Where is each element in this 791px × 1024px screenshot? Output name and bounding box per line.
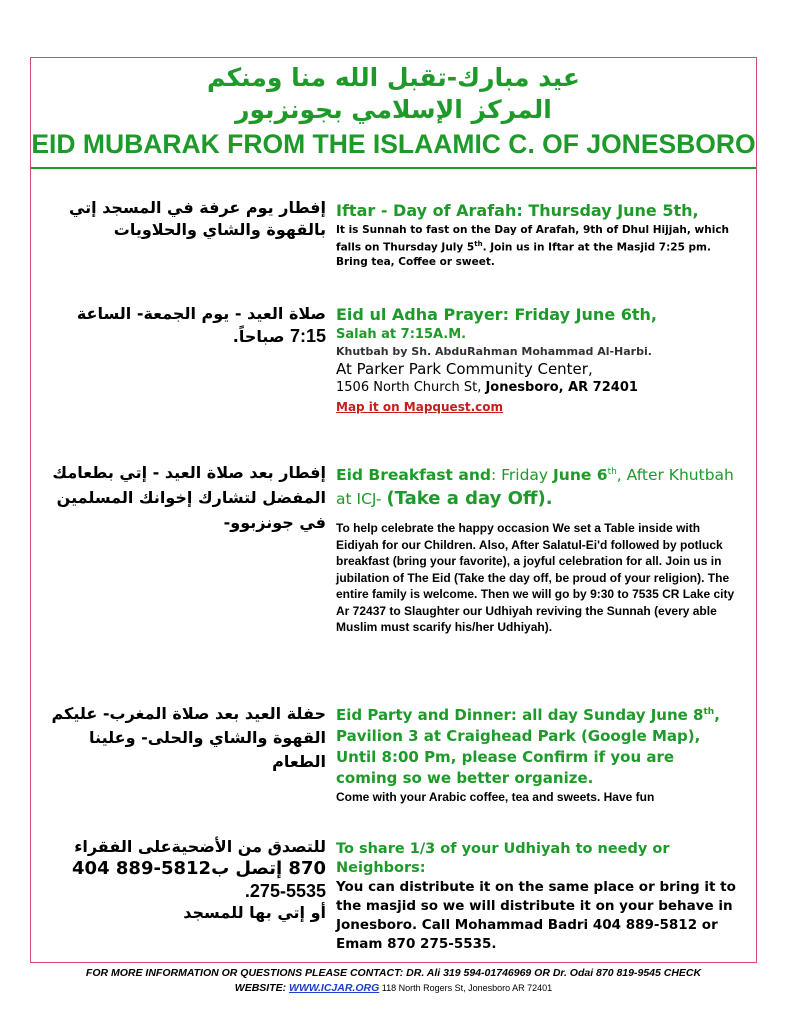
udhiyah-body: You can distribute it on the same place or bring it to the masjid so we will distribute it on your behave in Jonesboro. Call Mohammad Badri 404 889-5812 or Emam 870 275-5535. bbox=[336, 879, 736, 952]
breakfast-heading-big: (Take a day Off). bbox=[386, 488, 553, 510]
prayer-subheading: Salah at 7:15A.M. bbox=[336, 327, 467, 342]
footer-website bbox=[31, 981, 756, 996]
header-divider bbox=[31, 167, 756, 169]
iftar-body-sup: th bbox=[474, 240, 483, 248]
udhiyah-section bbox=[336, 840, 736, 954]
prayer-street: 1506 North Church St, bbox=[336, 380, 486, 395]
prayer-khutbah: Khutbah by Sh. AbduRahman Mohammad Al-Harbi. bbox=[336, 345, 652, 358]
udhiyah-heading: To share 1/3 of your Udhiyah to needy or Neighbors: bbox=[336, 841, 670, 876]
breakfast-body: To help celebrate the happy occasion We set a Table inside with Eidiyah for our Children. Also, After Salatul-Ei'd followed by potluck breakfast (bring your favorite), a joyful celebration for all. Join us in jubilation of The Eid (Take the day off, be proud of your religion). The entire family is welcome. Then we will go by 9:30 to 7535 CR Lake city Ar 72437 to Slaughter our Udhiyah reviving the Sunnah (every able Muslim must scarify his/her Udhiyah). bbox=[336, 521, 735, 635]
prayer-map bbox=[336, 397, 736, 416]
breakfast-heading bbox=[336, 460, 736, 511]
breakfast-heading-c: , After Khutbah at ICJ- bbox=[336, 466, 734, 509]
page-title: EID MUBARAK FROM THE ISLAAMIC C. OF JONESBORO bbox=[31, 129, 756, 159]
udhiyah-arabic-line3: 275-5535. bbox=[244, 881, 326, 901]
party-heading-sup: th bbox=[703, 707, 715, 717]
prayer-arabic-a: صلاة العيد - يوم الجمعة- الساعة bbox=[76, 304, 326, 323]
prayer-venue bbox=[336, 359, 736, 379]
prayer-heading: Eid ul Adha Prayer: Friday June 6th, bbox=[336, 305, 657, 324]
prayer-venue-name: Parker Park Community Center, bbox=[356, 360, 593, 378]
breakfast-section bbox=[336, 460, 736, 636]
page-header bbox=[31, 62, 756, 160]
breakfast-heading-sup: th bbox=[607, 467, 617, 477]
iftar-arabic: إفطار يوم عرفة في المسجد إتي بالقهوة والشاي والحلاويات bbox=[68, 198, 326, 239]
party-heading-b: , Pavilion 3 at Craighead Park (Google Map), Until 8:00 Pm, please Confirm if you are coming so we better organize. bbox=[336, 706, 720, 787]
iftar-body bbox=[336, 223, 736, 269]
iftar-section bbox=[336, 201, 736, 269]
udhiyah-arabic-line2: 870 إتصل ب5812-889 404 bbox=[72, 858, 326, 879]
breakfast-heading-june: June 6 bbox=[553, 466, 608, 485]
party-section bbox=[336, 702, 736, 806]
prayer-address bbox=[336, 379, 736, 397]
prayer-arabic bbox=[36, 303, 326, 348]
breakfast-heading-a: Eid Breakfast and bbox=[336, 466, 491, 485]
page-footer bbox=[31, 966, 756, 996]
footer-contact: FOR MORE INFORMATION OR QUESTIONS PLEASE CONTACT: DR. Ali 319 594-01746969 OR Dr. Odai 870 819-9545 CHECK bbox=[85, 967, 702, 979]
footer-website-label: WEBSITE: bbox=[234, 982, 290, 994]
prayer-venue-at: At bbox=[336, 360, 357, 378]
arabic-center-name: المركز الإسلامي بجونزبور bbox=[235, 95, 552, 124]
footer-address: 118 North Rogers St, Jonesboro AR 72401 bbox=[379, 983, 553, 993]
iftar-body-a: It is Sunnah to fast on the Day of Arafah, 9th of Dhul Hijjah, which falls on Thursday July 5 bbox=[336, 224, 730, 254]
mapquest-link[interactable]: Map it on Mapquest.com bbox=[336, 400, 503, 414]
udhiyah-arabic-line1: للتصدق من الأضحيةعلى الفقراء bbox=[74, 837, 326, 856]
party-heading-a: Eid Party and Dinner: all day Sunday June 8 bbox=[336, 706, 704, 724]
prayer-arabic-time: 7:15 bbox=[289, 326, 326, 346]
party-heading bbox=[336, 702, 736, 789]
prayer-arabic-b: صباحاً. bbox=[232, 327, 290, 346]
udhiyah-arabic-line4: أو إتي بها للمسجد bbox=[183, 903, 326, 922]
arabic-greeting: عيد مبارك-تقبل الله منا ومنكم bbox=[207, 63, 580, 92]
breakfast-arabic: إفطار بعد صلاة العيد - إتي بطعامك المفضل لتشارك إخوانك المسلمين في جونزبوو- bbox=[52, 463, 326, 532]
prayer-section bbox=[336, 305, 736, 416]
breakfast-heading-b: : Friday bbox=[490, 466, 554, 485]
iftar-heading: Iftar - Day of Arafah: Thursday June 5th, bbox=[336, 201, 699, 220]
party-arabic: حفلة العيد بعد صلاة المغرب- عليكم القهوة والشاي والحلى- وعلينا الطعام bbox=[51, 704, 326, 771]
udhiyah-arabic bbox=[36, 836, 326, 924]
party-body: Come with your Arabic coffee, tea and sweets. Have fun bbox=[336, 790, 655, 804]
prayer-city: Jonesboro, AR 72401 bbox=[485, 380, 638, 395]
iftar-body-b: . Join us in Iftar at the Masjid 7:25 pm. Bring tea, Coffee or sweet. bbox=[336, 241, 711, 268]
website-link[interactable]: WWW.ICJAR.ORG bbox=[289, 982, 380, 994]
